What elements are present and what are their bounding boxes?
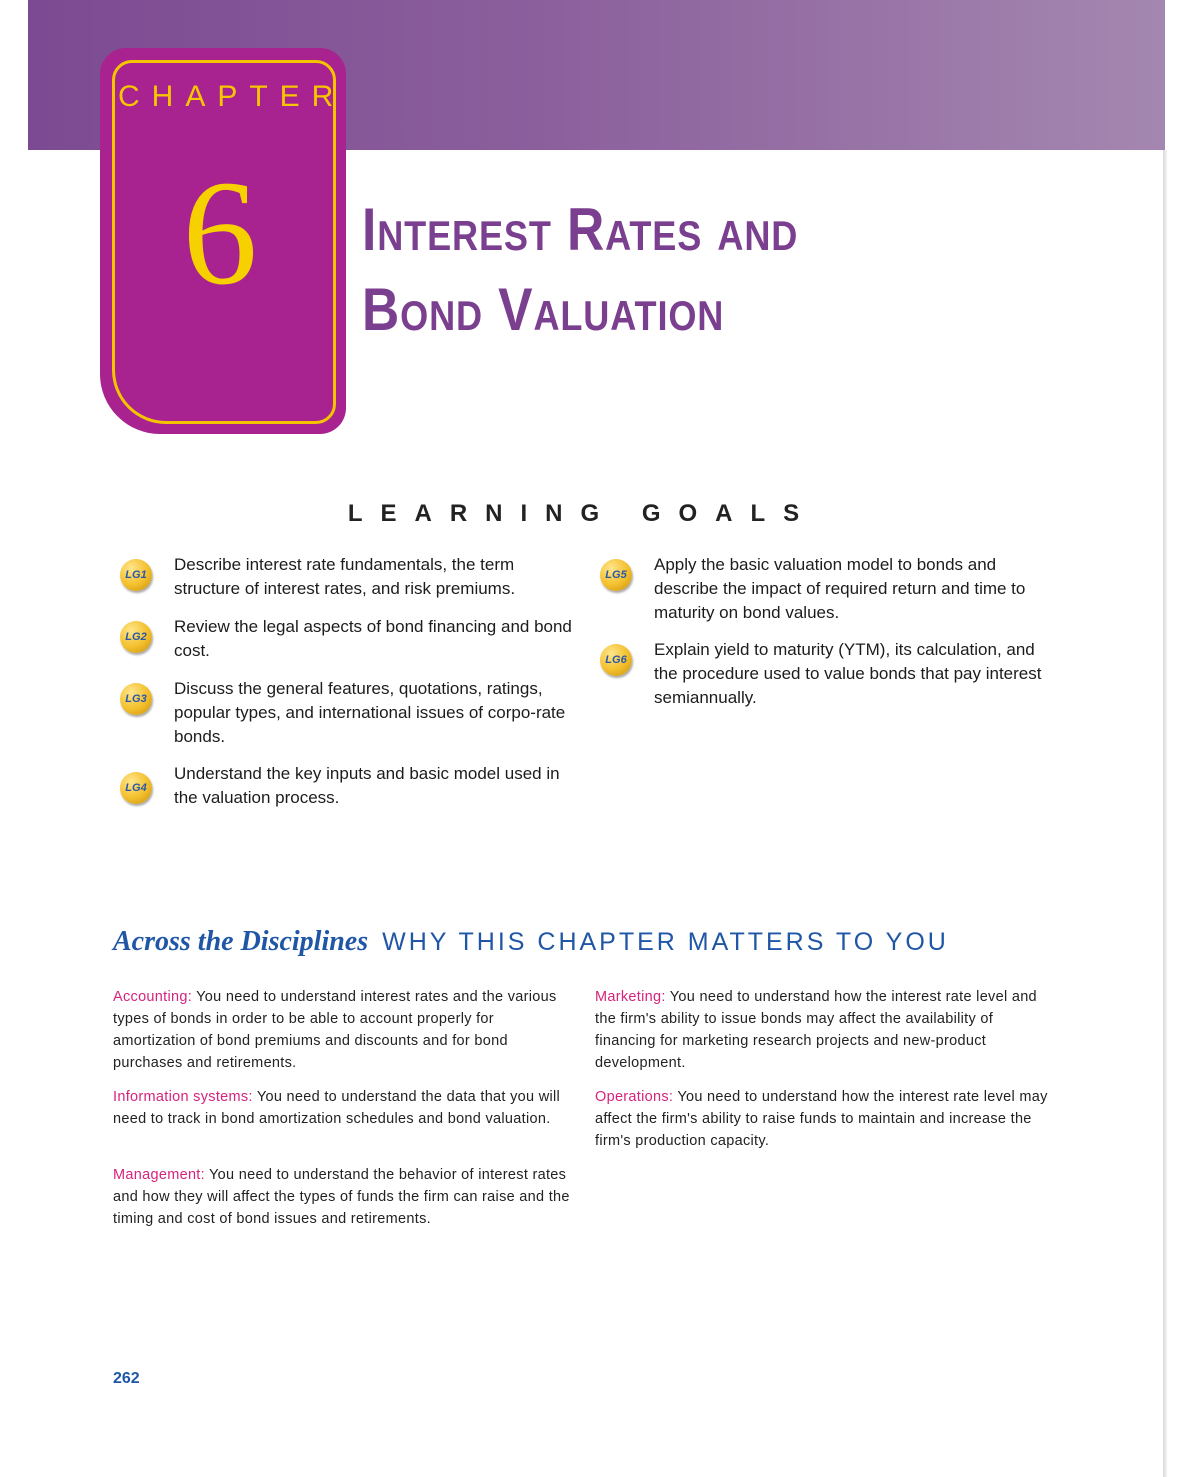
discipline-operations [595, 1086, 1055, 1152]
discipline-text: You need to understand how the interest rate level and the firm's ability to issue bonds may affect the availability of financing for marketing research projects and new-product development. [595, 989, 1037, 1071]
lg6-badge-icon: LG6 [600, 644, 632, 676]
discipline-label: Management: [113, 1167, 205, 1183]
learning-goal-1 [120, 553, 574, 601]
chapter-title-line2: Bond Valuation [362, 276, 725, 343]
learning-goal-4 [120, 762, 574, 810]
learning-goal-text: Explain yield to maturity (YTM), its calculation, and the procedure used to value bonds that pay interest semiannually. [654, 640, 1042, 707]
discipline-management [113, 1164, 573, 1230]
discipline-text: You need to understand the data that you will need to track in bond amortization schedules and bond valuation. [113, 1089, 561, 1127]
across-disciplines-header [113, 926, 949, 958]
lg5-badge-icon: LG5 [600, 559, 632, 591]
learning-goals-heading: LEARNING GOALS [347, 500, 818, 527]
learning-goal-text: Describe interest rate fundamentals, the term structure of interest rates, and risk premiums. [174, 555, 516, 598]
discipline-label: Marketing: [595, 989, 666, 1005]
learning-goal-3 [120, 677, 574, 749]
learning-goal-text: Review the legal aspects of bond financing and bond cost. [174, 617, 572, 660]
across-disciplines-subtitle: WHY THIS CHAPTER MATTERS TO YOU [382, 928, 949, 956]
across-disciplines-title: Across the Disciplines [113, 926, 369, 957]
discipline-information-systems [113, 1086, 573, 1130]
learning-goal-text: Understand the key inputs and basic model used in the valuation process. [174, 764, 560, 807]
learning-goal-text: Discuss the general features, quotations, ratings, popular types, and international issues of corpo-rate bonds. [174, 679, 566, 746]
learning-goal-6 [600, 638, 1054, 710]
chapter-title-line1: Interest Rates and [362, 196, 799, 263]
learning-goal-2 [120, 615, 574, 663]
page-edge [1163, 150, 1167, 1477]
learning-goal-text: Apply the basic valuation model to bonds and describe the impact of required return and time to maturity on bond values. [654, 555, 1026, 622]
lg1-badge-icon: LG1 [120, 559, 152, 591]
discipline-label: Operations: [595, 1089, 674, 1105]
learning-goal-5 [600, 553, 1054, 625]
chapter-title [362, 190, 798, 350]
page-number: 262 [113, 1370, 140, 1387]
chapter-label: CHAPTER [118, 80, 346, 113]
discipline-text: You need to understand the behavior of interest rates and how they will affect the types of funds the firm can raise and the timing and cost of bond issues and retirements. [113, 1167, 570, 1227]
discipline-text: You need to understand interest rates and the various types of bonds in order to be able to account properly for amortization of bond premiums and discounts and for bond purchases and retirements. [113, 989, 557, 1071]
discipline-accounting [113, 986, 573, 1074]
chapter-badge [100, 48, 346, 434]
chapter-number: 6 [182, 150, 258, 316]
discipline-label: Information systems: [113, 1089, 253, 1105]
discipline-label: Accounting: [113, 989, 193, 1005]
lg4-badge-icon: LG4 [120, 772, 152, 804]
lg2-badge-icon: LG2 [120, 621, 152, 653]
discipline-text: You need to understand how the interest rate level may affect the firm's ability to raise funds to maintain and increase the firm's production capacity. [595, 1089, 1048, 1149]
discipline-marketing [595, 986, 1055, 1074]
lg3-badge-icon: LG3 [120, 683, 152, 715]
